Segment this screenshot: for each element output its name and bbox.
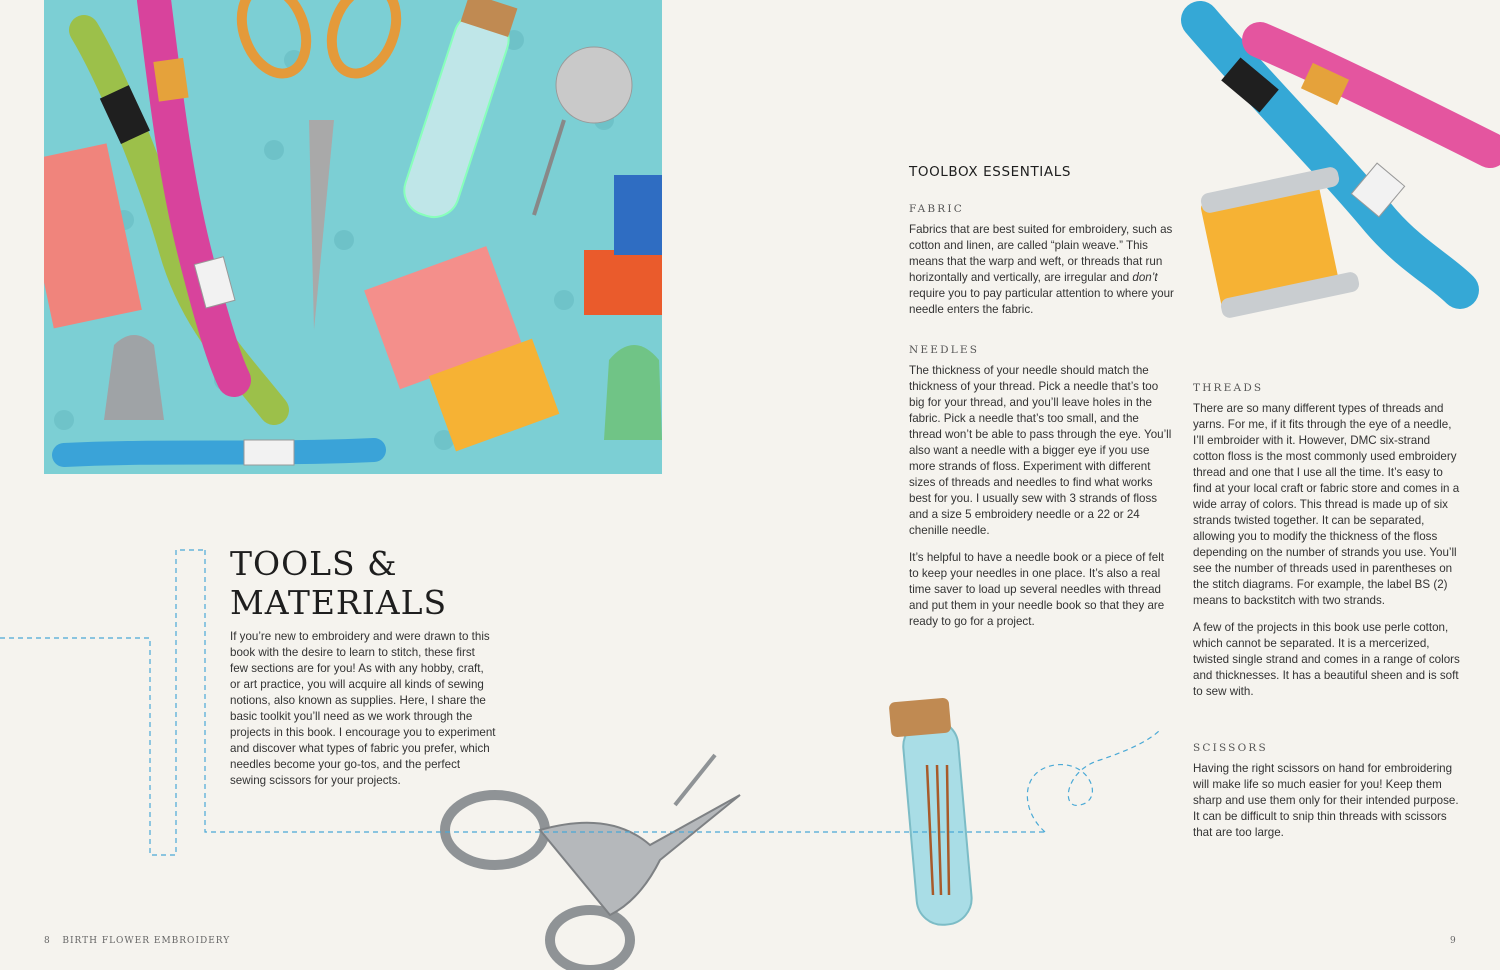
- intro-paragraph: If you’re new to embroidery and were drawn to this book with the desire to learn to stitch, these first few sections are for you! As with any hobby, craft, or art practice, you will acquire all kinds of sewing notions, also known as supplies. Here, I share the basic toolkit you’ll need as we work through the projects in this book. I encourage you to experiment and discover what types of fabric you prefer, which needles become your go-tos, and the perfect sewing scissors for your projects.: [230, 630, 496, 787]
- floss-illustration: [1180, 0, 1500, 330]
- fabric-text-2: require you to pay particular attention to where your needle enters the fabric.: [909, 287, 1174, 316]
- threads-paragraph-1: There are so many different types of threads and yarns. For me, if it fits through the eye of a needle, I’ll embroider with it. However, DMC six-strand cotton floss is the most commonly used embroidery thread and one that I use all the time. It’s easy to find at your local craft or fabric store and comes in a wide array of colors. This thread is made up of six strands twisted together. It can be separated, allowing you to modify the thickness of the floss depending on the number of strands you use. You’ll see the number of threads used in parentheses on the stitch diagrams. For example, the label BS (2) means to backstitch with two strands.: [1193, 402, 1460, 607]
- fabric-text-1: Fabrics that are best suited for embroidery, such as cotton and linen, are called “plain weave.” This means that the warp and weft, or threads that run horizontally and vertically, are irregular and: [909, 223, 1173, 284]
- needles-paragraph-2: It’s helpful to have a needle book or a piece of felt to keep your needles in one place. It’s also a real time saver to load up several needles with thread and put them in your needle book so that they are ready to go for a project.: [909, 551, 1165, 628]
- running-head: BIRTH FLOWER EMBROIDERY: [62, 936, 231, 946]
- fabric-paragraph: [909, 222, 1174, 318]
- blue-thread-skein-icon: [64, 450, 374, 455]
- scissors-paragraph: Having the right scissors on hand for embroidering will make life so much easier for you! Keep them sharp and use them only for their intended purpose. It can be difficult to snip thin threads with scissors that are too large.: [1193, 762, 1459, 839]
- left-folio: [44, 936, 230, 946]
- orange-scissors-icon: [230, 0, 407, 83]
- left-page-number: 8: [44, 936, 51, 946]
- page-title: TOOLS & MATERIALS: [230, 544, 448, 622]
- red-thread-spool-icon: [584, 250, 662, 315]
- right-page-number: 9: [1450, 936, 1457, 946]
- needles-section: [909, 363, 1174, 630]
- needle-tube-icon: [398, 7, 515, 224]
- needle-threader-icon: [556, 47, 632, 123]
- toolbox-essentials-heading: TOOLBOX ESSENTIALS: [909, 164, 1071, 180]
- scissors-heading: SCISSORS: [1193, 742, 1268, 754]
- threads-heading: THREADS: [1193, 382, 1264, 394]
- needles-paragraph-1: The thickness of your needle should match the thickness of your thread. Pick a needle that’s too big for your thread, and you’ll leave holes in the fabric. Pick a needle that’s too small, and the thread won’t be able to pass through the eye. You’ll also want a needle with a bigger eye if you use more strands of floss. Experiment with different sizes of threads and needles to find what works best for you. I usually sew with 3 strands of floss and a size 5 embroidery needle or a 22 or 24 chenille needle.: [909, 364, 1172, 537]
- fabric-heading: FABRIC: [909, 203, 964, 215]
- green-thimble-icon: [604, 345, 662, 440]
- tools-illustration-art: [44, 0, 662, 474]
- scissors-section: [1193, 761, 1461, 841]
- threads-paragraph-2: A few of the projects in this book use perle cotton, which cannot be separated. It is a mercerized, twisted single strand and comes in a range of colors and thicknesses. It has a beautiful sheen and is soft to sew with.: [1193, 621, 1460, 698]
- tools-illustration: [44, 0, 662, 474]
- fabric-emphasis: don’t: [1132, 271, 1158, 284]
- fabric-section: [909, 222, 1174, 318]
- needles-heading: NEEDLES: [909, 344, 980, 356]
- threads-section: [1193, 401, 1461, 700]
- silver-thimble-icon: [104, 335, 164, 420]
- blue-thread-spool-icon: [614, 175, 662, 255]
- fabric-swatch-icon: [44, 143, 142, 328]
